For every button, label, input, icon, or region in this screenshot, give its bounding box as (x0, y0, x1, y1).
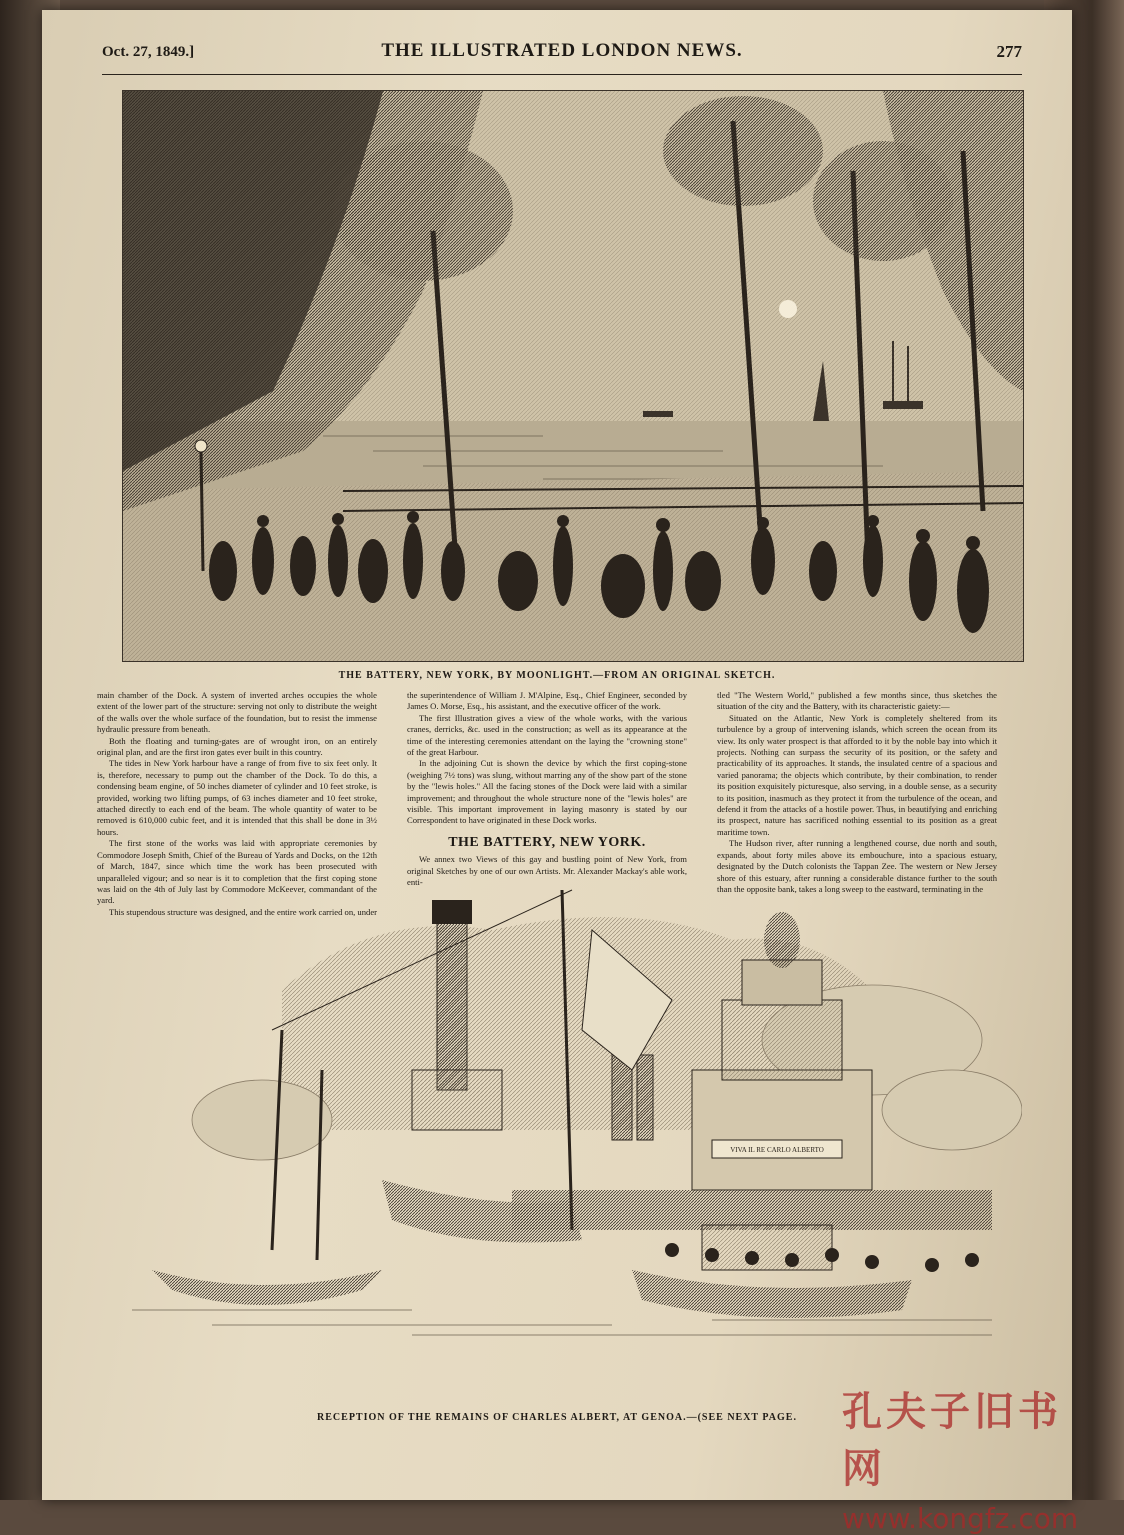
paragraph: tled "The Western World," published a few months since, thus sketches the situation of the city and the Battery, with its characteristic gaiety:— (717, 690, 997, 712)
paragraph: The Hudson river, after running a lengthened course, due north and south, expands, about forty miles above its embouchure, into a spacious estuary, designated by the Dutch colonists the Tappan Zee. The western or New Jersey shore of this estuary, after running a considerable distance further to the south than the opposite bank, takes a long sweep to the eastward, terminating in the (717, 838, 997, 894)
battery-moonlight-engraving (122, 90, 1024, 662)
genoa-scene-svg (112, 870, 1022, 1350)
paragraph: The first stone of the works was laid with appropriate ceremonies by Commodore Joseph Smith, Chief of the Bureau of Yards and Docks, on the 12th of March, 1847, since which time the work has been prosecuted with unparalleled vigour; and so near is it to completion that the first coping stone was laid on the 4th of July last by Commodore McKeever, commandant of the yard. (97, 838, 377, 906)
page-header (102, 38, 1022, 75)
newspaper-page (42, 10, 1079, 1535)
paragraph: The tides in New York harbour have a range of from five to six feet only. It is, therefore, necessary to pump out the chamber of the Dock. To do this, a condensing beam engine, of 50 inches diameter of cylinder and 10 feet stroke, is provided, working two lifting pumps, of 63 inches diameter and 10 feet stroke, attached directly to each end of the beam. The whole quantity of water to be removed is 610,000 cubic feet, and it is intended that this shall be done in 3½ hours. (97, 758, 377, 837)
genoa-reception-engraving (112, 870, 1022, 1350)
watermark (842, 1380, 1078, 1535)
watermark-url: www.kongfz.com (842, 1502, 1079, 1535)
top-figure-caption: THE BATTERY, NEW YORK, BY MOONLIGHT.—FROM AN ORIGINAL SKETCH. (338, 670, 776, 681)
watermark-chinese: 孔夫子旧书网 (842, 1389, 1062, 1492)
paragraph: This stupendous structure was designed, and the entire work carried on, under (109, 906, 378, 917)
paragraph: In the adjoining Cut is shown the device by which the first coping-stone (weighing 7½ tons) was slung, without marring any of the show part of the stone by the "lewis holes." All the facing stones of the Dock were laid with a similar improvement; and throughout the whole structure none of the "lewis holes" are visible. This important improvement in laying masonry is stated by our Correspondent to have originated in these Dock works. (407, 758, 687, 826)
paragraph: Situated on the Atlantic, New York is completely sheltered from its turbulence by a group of intervening islands, which screen the ocean from its view. Its only water prospect is that afforded to it by the noble bay into which it projects. Nothing can surpass the security of its position, or the safety and practicability of its approaches. It stands, the insulated centre of a spacious and varied panorama; the objects which contribute, by their combination, to render its position exquisitely picturesque, also serving, in a double sense, as a security to its position, inasmuch as they protect it from the turbulence of the ocean, and defend it from the attacks of a hostile power. Thus, in beautifying and enriching its prospect, nature has sacrificed nothing essential to its position as a great maritime town. (717, 712, 997, 837)
paragraph: the superintendence of William J. M'Alpine, Esq., Chief Engineer, seconded by James O. Morse, Esq., his assistant, and the executive officer of the work. (407, 690, 687, 712)
moon-icon (779, 300, 797, 318)
text-column-3 (717, 690, 997, 895)
issue-date: Oct. 27, 1849.] (102, 44, 195, 60)
section-heading: THE BATTERY, NEW YORK. (448, 834, 646, 850)
paragraph: We annex two Views of this gay and bustling point of New York, from original Sketches by one of our own Artists. Mr. Alexander Mackay's able work, enti- (407, 854, 687, 888)
bottom-figure-caption: RECEPTION OF THE REMAINS OF CHARLES ALBERT, AT GENOA.—(SEE NEXT PAGE. (317, 1412, 797, 1423)
paragraph: main chamber of the Dock. A system of inverted arches occupies the whole extent of the lower part of the structure: serving not only to distribute the weight of the walls over the whole surface of the foundation, but to resist the immense hydraulic pressure from beneath. (97, 690, 377, 735)
masthead-title: THE ILLUSTRATED LONDON NEWS. (381, 40, 743, 61)
page-number: 277 (996, 42, 1022, 61)
monument-inscription: VIVA IL RE CARLO ALBERTO (730, 1146, 824, 1154)
battery-scene-svg (123, 91, 1023, 661)
paragraph: Both the floating and turning-gates are of wrought iron, on an entirely original plan, and are the first iron gates ever built in this country. (97, 735, 377, 758)
paragraph: The first Illustration gives a view of the whole works, with the various cranes, derricks, &c. used in the construction; as well as its appearance at the time of the interesting ceremonies attendant on the laying the "crowning stone" of the great Harbour. (407, 712, 687, 758)
text-column-2 (407, 690, 687, 889)
